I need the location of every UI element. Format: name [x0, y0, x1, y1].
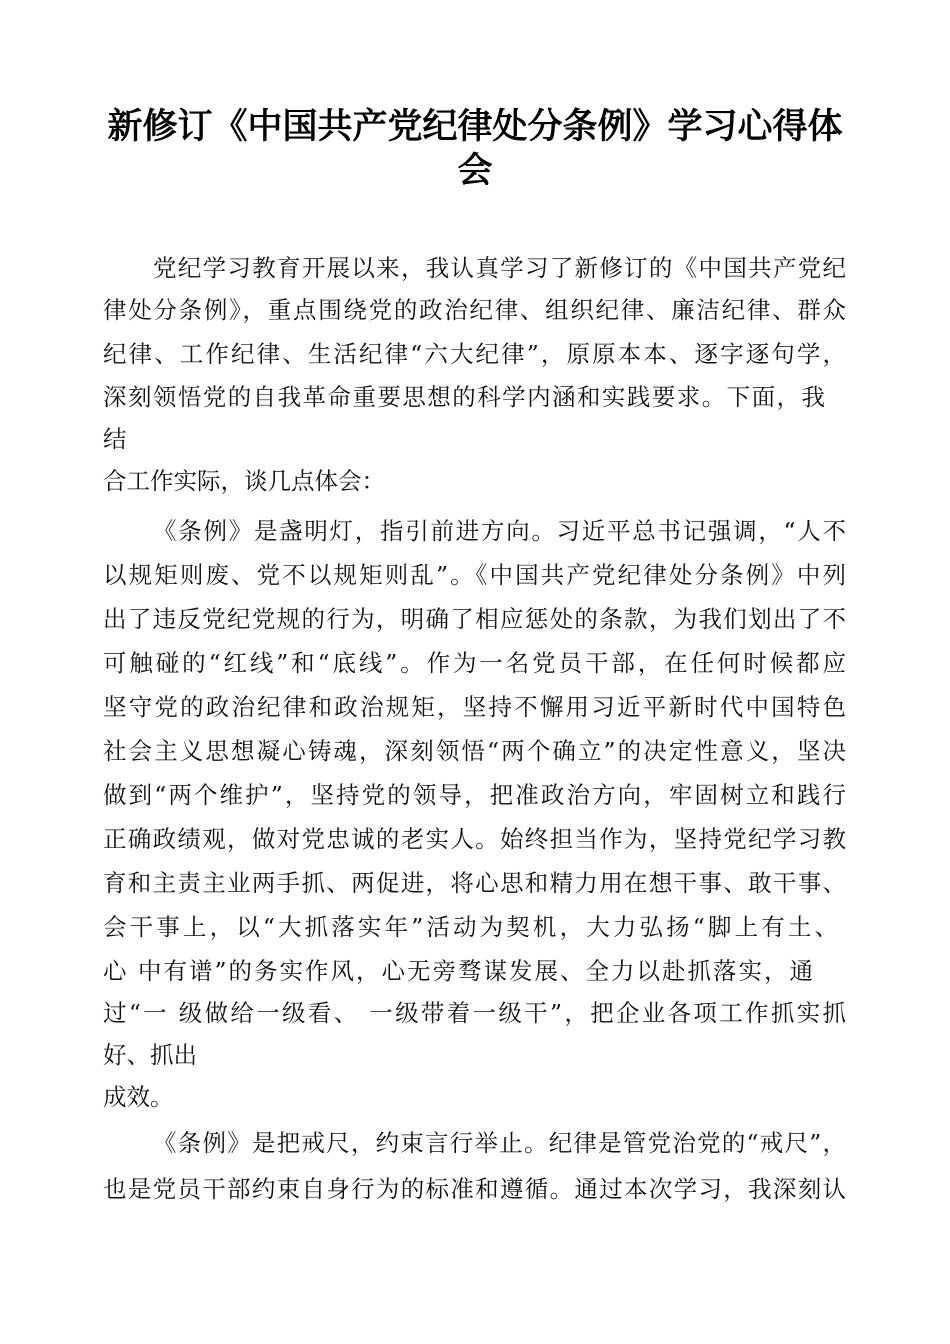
paragraph-2-line-10: 会干事上，以“大抓落实年”活动为契机，大力弘扬“脚上有土、 [103, 913, 838, 941]
paragraph-1-line-4: 深刻领悟党的自我革命重要思想的科学内涵和实践要求。下面，我 [103, 383, 825, 411]
paragraph-2-line-1: 《条例》是盏明灯，指引前进方向。习近平总书记强调，“人不 [153, 517, 846, 545]
paragraph-2-line-14: 成效。 [103, 1083, 174, 1111]
document-title-line-1: 新修订《中国共产党纪律处分条例》学习心得体 [107, 107, 843, 147]
paragraph-2-line-13: 好、抓出 [103, 1041, 197, 1069]
paragraph-2-line-11: 心 中有谱”的务实作风，心无旁骛谋发展、全力以赴抓落实，通 [103, 957, 813, 985]
paragraph-3-line-2: 也是党员干部约束自身行为的标准和遵循。通过本次学习，我深刻认 [103, 1175, 846, 1203]
paragraph-2-line-9: 育和主责主业两手抓、两促进，将心思和精力用在想干事、敢干事、 [103, 869, 846, 897]
document-title-line-2: 会 [457, 151, 493, 191]
paragraph-1-line-6: 合工作实际，谈几点体会： [103, 467, 385, 495]
paragraph-2-line-5: 坚守党的政治纪律和政治规矩，坚持不懈用习近平新时代中国特色 [103, 693, 846, 721]
paragraph-2-line-2: 以规矩则废、党不以规矩则乱”。《中国共产党纪律处分条例》中列 [103, 561, 846, 589]
paragraph-3-line-1: 《条例》是把戒尺，约束言行举止。纪律是管党治党的“戒尺”， [153, 1129, 846, 1157]
paragraph-1-line-2: 律处分条例》，重点围绕党的政治纪律、组织纪律、廉洁纪律、群众 [103, 296, 846, 324]
paragraph-2-line-8: 正确政绩观，做对党忠诚的老实人。始终担当作为，坚持党纪学习教 [103, 825, 846, 853]
paragraph-1-line-5: 结 [103, 425, 127, 453]
paragraph-2-line-12: 过“一 级做给一级看、 一级带着一级干”，把企业各项工作抓实抓 [103, 999, 846, 1027]
paragraph-2-line-6: 社会主义思想凝心铸魂，深刻领悟“两个确立”的决定性意义，坚决 [103, 737, 846, 765]
paragraph-1-line-3: 纪律、工作纪律、生活纪律“六大纪律”，原原本本、逐字逐句学， [103, 340, 846, 368]
paragraph-2-line-7: 做到“两个维护”，坚持党的领导，把准政治方向，牢固树立和践行 [103, 781, 846, 809]
paragraph-2-line-4: 可触碰的“红线”和“底线”。作为一名党员干部，在任何时候都应 [103, 649, 846, 677]
paragraph-1-line-1: 党纪学习教育开展以来，我认真学习了新修订的《中国共产党纪 [153, 254, 846, 282]
paragraph-2-line-3: 出了违反党纪党规的行为，明确了相应惩处的条款，为我们划出了不 [103, 605, 846, 633]
